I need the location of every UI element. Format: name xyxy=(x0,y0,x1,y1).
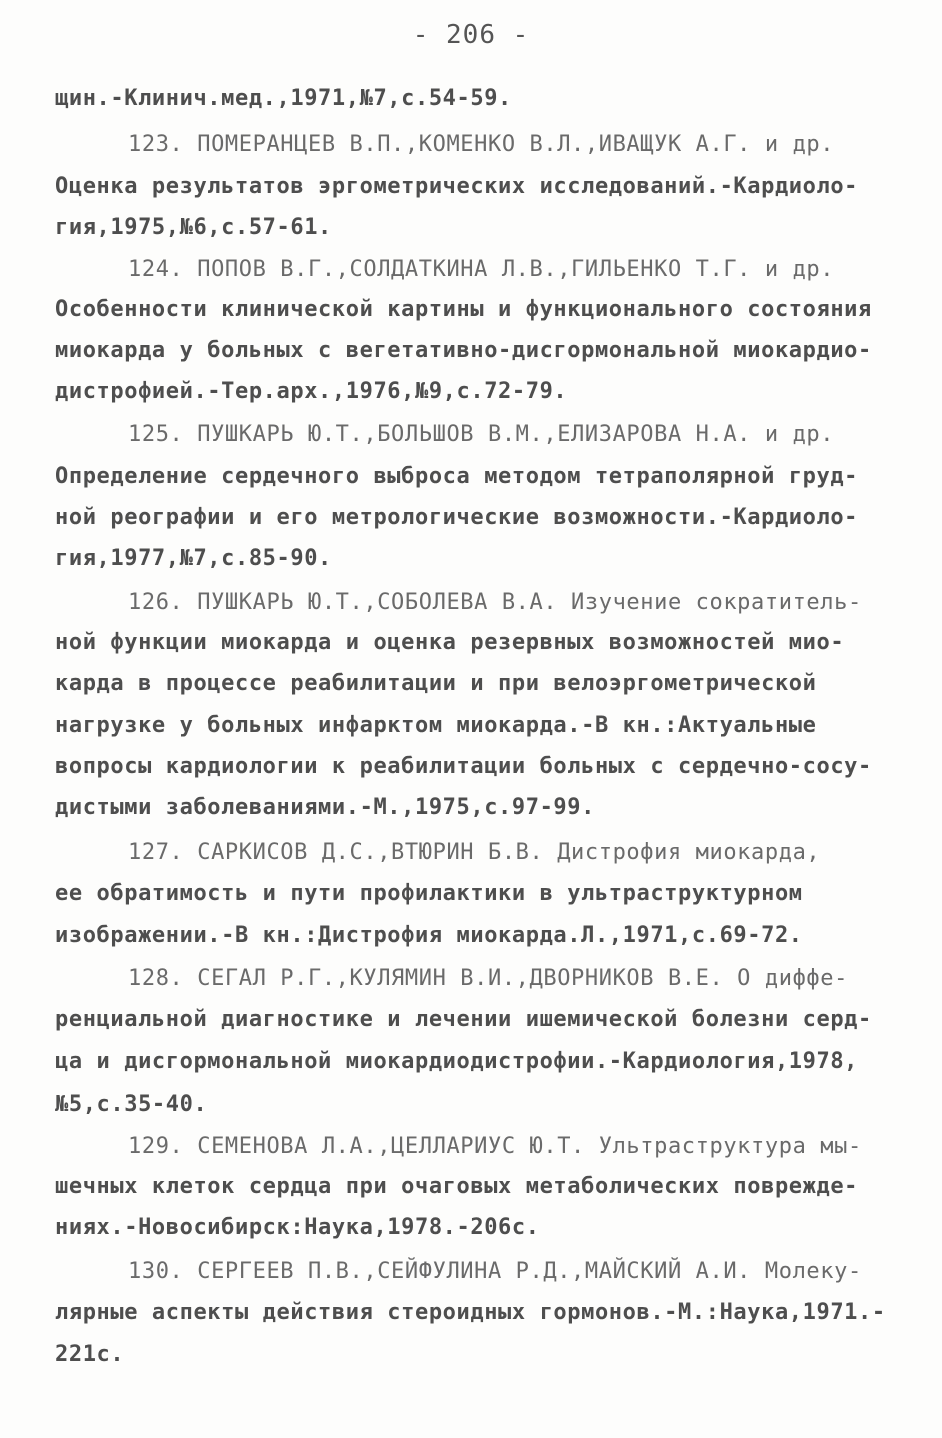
reference-130-heading: 130. СЕРГЕЕВ П.В.,СЕЙФУЛИНА Р.Д.,МАЙСКИЙ А.И. Молеку- xyxy=(128,1259,862,1284)
reference-127-heading: 127. САРКИСОВ Д.С.,ВТЮРИН Б.В. Дистрофия миокарда, xyxy=(128,840,821,865)
reference-129-line: ниях.-Новосибирск:Наука,1978.-206с. xyxy=(55,1215,540,1240)
reference-129-line: шечных клеток сердца при очаговых метаболических поврежде- xyxy=(55,1174,859,1199)
page-number: - 206 - xyxy=(412,20,530,50)
reference-126-line: дистыми заболеваниями.-М.,1975,с.97-99. xyxy=(55,795,595,820)
reference-128-line: ренциальной диагностике и лечении ишемической болезни серд- xyxy=(55,1007,872,1032)
reference-126-line: ной функции миокарда и оценка резервных возможностей мио- xyxy=(55,630,845,655)
reference-125-line: Определение сердечного выброса методом тетраполярной груд- xyxy=(55,464,859,489)
reference-124-heading: 124. ПОПОВ В.Г.,СОЛДАТКИНА Л.В.,ГИЛЬЕНКО Т.Г. и др. xyxy=(128,257,835,282)
reference-130-line: 221с. xyxy=(55,1342,125,1367)
reference-128-line: №5,с.35-40. xyxy=(55,1092,208,1117)
reference-125-heading: 125. ПУШКАРЬ Ю.Т.,БОЛЬШОВ В.М.,ЕЛИЗАРОВА Н.А. и др. xyxy=(128,422,835,447)
reference-126-heading: 126. ПУШКАРЬ Ю.Т.,СОБОЛЕВА В.А. Изучение сократитель- xyxy=(128,590,862,615)
reference-127-line: ее обратимость и пути профилактики в ультраструктурном xyxy=(55,881,803,906)
reference-123-line: гия,1975,№6,с.57-61. xyxy=(55,215,332,240)
reference-123-line: Оценка результатов эргометрических исследований.-Кардиоло- xyxy=(55,174,859,199)
reference-126-line: вопросы кардиологии к реабилитации больных с сердечно-сосу- xyxy=(55,754,872,779)
reference-125-line: ной реографии и его метрологические возможности.-Кардиоло- xyxy=(55,505,859,530)
reference-129-heading: 129. СЕМЕНОВА Л.А.,ЦЕЛЛАРИУС Ю.Т. Ультраструктура мы- xyxy=(128,1134,862,1159)
reference-126-line: карда в процессе реабилитации и при велоэргометрической xyxy=(55,671,817,696)
reference-126-line: нагрузке у больных инфарктом миокарда.-В кн.:Актуальные xyxy=(55,713,817,738)
reference-124-line: Особенности клинической картины и функционального состояния xyxy=(55,297,872,322)
reference-124-line: миокарда у больных с вегетативно-дисгормональной миокардио- xyxy=(55,338,872,363)
reference-128-line: ца и дисгормональной миокардиодистрофии.-Кардиология,1978, xyxy=(55,1049,859,1074)
reference-128-heading: 128. СЕГАЛ Р.Г.,КУЛЯМИН В.И.,ДВОРНИКОВ В.Е. О диффе- xyxy=(128,966,848,991)
continuation-line: щин.-Клинич.мед.,1971,№7,с.54-59. xyxy=(55,86,512,111)
reference-130-line: лярные аспекты действия стероидных гормонов.-М.:Наука,1971.- xyxy=(55,1300,886,1325)
reference-127-line: изображении.-В кн.:Дистрофия миокарда.Л.,1971,с.69-72. xyxy=(55,923,803,948)
reference-124-line: дистрофией.-Тер.арх.,1976,№9,с.72-79. xyxy=(55,379,568,404)
reference-123-heading: 123. ПОМЕРАНЦЕВ В.П.,КОМЕНКО В.Л.,ИВАЩУК А.Г. и др. xyxy=(128,132,835,157)
reference-125-line: гия,1977,№7,с.85-90. xyxy=(55,546,332,571)
